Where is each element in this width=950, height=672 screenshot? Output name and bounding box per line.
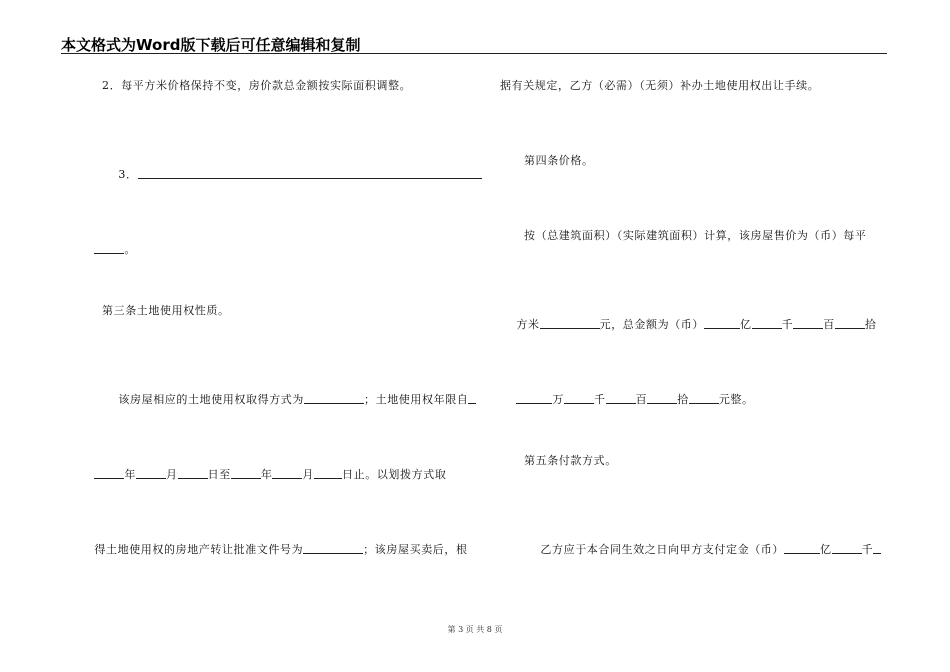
fill-blank[interactable] (689, 393, 719, 404)
text-segment: 千 (594, 393, 606, 406)
fill-blank[interactable] (540, 318, 600, 329)
fill-blank[interactable] (606, 393, 636, 404)
item-3-number: 3． (118, 168, 138, 181)
text-segment: 年 (260, 468, 273, 481)
text-segment: 万 (552, 393, 564, 406)
total-amount-line (500, 379, 754, 421)
text-segment: 日止。以划拨方式取 (342, 468, 447, 481)
fill-blank[interactable] (304, 393, 364, 404)
text-segment: 亿 (820, 543, 832, 556)
fill-blank[interactable] (272, 468, 302, 479)
land-use-procedure-line: 据有关规定，乙方（必需）（无须）补办土地使用权出让手续。 (500, 79, 820, 92)
paragraph-item-3 (78, 154, 482, 196)
fill-blank[interactable] (516, 393, 552, 404)
deposit-payment-line (500, 529, 881, 571)
period-text: 。 (124, 243, 136, 256)
fill-blank[interactable] (136, 468, 166, 479)
text-segment: 方米 (516, 318, 540, 331)
text-segment: 元整。 (718, 393, 754, 406)
fill-blank[interactable] (468, 393, 476, 404)
text-segment: 千 (781, 318, 794, 331)
fill-blank[interactable] (793, 318, 823, 329)
text-segment: 日至 (207, 468, 231, 481)
text-segment: 年 (124, 468, 136, 481)
fill-blank[interactable] (94, 468, 124, 479)
fill-blank[interactable] (784, 543, 820, 554)
section-4-heading: 第四条价格。 (524, 154, 594, 167)
land-use-acquisition-line (78, 379, 476, 421)
fill-blank[interactable] (752, 318, 782, 329)
fill-blank[interactable] (303, 543, 363, 554)
paragraph-item-3-continued (78, 229, 136, 271)
text-segment: 亿 (740, 318, 752, 331)
document-header-title: 本文格式为Word版下载后可任意编辑和复制 (61, 36, 361, 54)
fill-blank[interactable] (564, 393, 594, 404)
unit-price-line (500, 304, 876, 346)
fill-blank[interactable] (647, 393, 677, 404)
fill-blank[interactable] (138, 168, 482, 179)
text-segment: 百 (823, 318, 835, 331)
text-segment: 拾 (677, 393, 689, 406)
fill-blank[interactable] (835, 318, 865, 329)
text-segment: 拾 (864, 318, 877, 331)
fill-blank[interactable] (314, 468, 342, 479)
text-segment: ；该房屋买卖后，根 (363, 543, 468, 556)
fill-blank[interactable] (704, 318, 740, 329)
paragraph-item-2: 2．每平方米价格保持不变，房价款总金额按实际面积调整。 (102, 79, 412, 92)
text-segment: 得土地使用权的房地产转让批准文件号为 (94, 543, 304, 556)
text-segment: 百 (635, 393, 648, 406)
page-number: 第 3 页 共 8 页 (447, 625, 503, 634)
text-segment: 月 (302, 468, 315, 481)
text-segment: 千 (861, 543, 874, 556)
header-divider (61, 53, 887, 54)
section-5-heading: 第五条付款方式。 (524, 454, 617, 467)
text-segment: 元，总金额为（币） (599, 318, 704, 331)
fill-blank[interactable] (94, 243, 124, 254)
fill-blank[interactable] (231, 468, 261, 479)
text-segment: ；土地使用权年限自 (364, 393, 469, 406)
transfer-approval-line (78, 529, 468, 571)
fill-blank[interactable] (873, 543, 881, 554)
fill-blank[interactable] (832, 543, 862, 554)
section-3-heading: 第三条土地使用权性质。 (102, 304, 230, 317)
fill-blank[interactable] (178, 468, 208, 479)
text-segment: 该房屋相应的土地使用权取得方式为 (118, 393, 304, 406)
text-segment: 乙方应于本合同生效之日向甲方支付定金（币） (540, 543, 784, 556)
text-segment: 月 (166, 468, 178, 481)
land-use-period-line (78, 454, 446, 496)
price-calculation-line: 按（总建筑面积）（实际建筑面积）计算，该房屋售价为（币）每平 (524, 229, 867, 242)
